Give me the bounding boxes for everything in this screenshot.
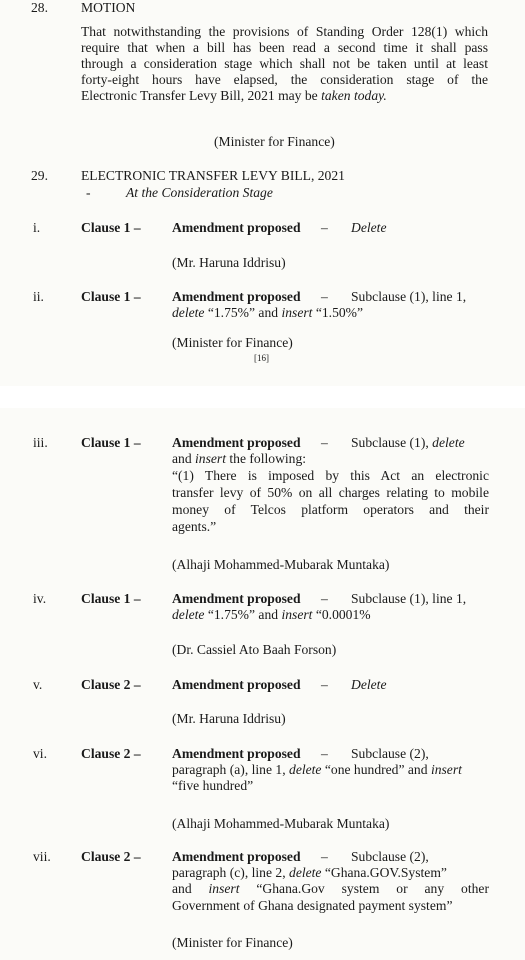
amendment-action: Delete [351, 220, 387, 235]
amendment-number: vii. [33, 849, 51, 864]
amendment-label: Amendment proposed [172, 289, 301, 304]
motion-number: 28. [31, 0, 48, 15]
amendment-number: ii. [33, 289, 44, 304]
bill-number: 29. [31, 168, 48, 183]
amendment-label: Amendment proposed [172, 435, 301, 450]
amendment-text: delete “1.75%” and insert “0.0001% [172, 607, 371, 622]
amendment-mover: (Mr. Haruna Iddrisu) [172, 711, 286, 726]
amendment-number: iv. [33, 591, 47, 606]
amendment-label: Amendment proposed [172, 746, 301, 761]
amendment-dash: – [321, 435, 328, 450]
amendment-target: Subclause (1), line 1, [351, 591, 467, 606]
amendment-number: vi. [33, 746, 47, 761]
amendment-text: and insert “Ghana.Gov system or any other [172, 881, 489, 896]
amendment-dash: – [321, 220, 328, 235]
amendment-text: and insert the following: [172, 451, 307, 466]
amendment-mover: (Minister for Finance) [172, 335, 293, 350]
amendment-label: Amendment proposed [172, 220, 301, 235]
amendment-clause: Clause 1 – [81, 591, 141, 606]
page-number: [16] [254, 353, 269, 363]
amendment-label: Amendment proposed [172, 677, 301, 692]
stage-dash: - [86, 185, 91, 200]
motion-mover: (Minister for Finance) [214, 134, 335, 149]
amendment-dash: – [321, 289, 328, 304]
amendment-number: v. [33, 677, 43, 692]
amendment-quote-line: “(1) There is imposed by this Act an electronic [172, 468, 489, 483]
motion-title: MOTION [81, 0, 136, 15]
page-gap [0, 386, 525, 408]
bill-title: ELECTRONIC TRANSFER LEVY BILL, 2021 [81, 168, 345, 183]
amendment-clause: Clause 1 – [81, 289, 141, 304]
motion-text-line: require that when a bill has been read a second time it shall pass [81, 40, 488, 55]
amendment-text: Government of Ghana designated payment system” [172, 898, 453, 913]
amendment-target: Subclause (1), line 1, [351, 289, 467, 304]
motion-text-last-line: Electronic Transfer Levy Bill, 2021 may be taken today. [81, 88, 387, 103]
amendment-mover: (Alhaji Mohammed-Mubarak Muntaka) [172, 557, 390, 572]
amendment-clause: Clause 2 – [81, 746, 141, 761]
amendment-mover: (Minister for Finance) [172, 935, 293, 950]
amendment-target: Subclause (2), [351, 849, 429, 864]
amendment-text: delete “1.75%” and insert “1.50%” [172, 305, 364, 320]
amendment-clause: Clause 2 – [81, 677, 141, 692]
motion-text-line: through a consideration stage which shall not be taken until at least [81, 56, 488, 71]
amendment-dash: – [321, 746, 328, 761]
amendment-dash: – [321, 677, 328, 692]
amendment-number: i. [33, 220, 41, 235]
amendment-dash: – [321, 591, 328, 606]
amendment-label: Amendment proposed [172, 591, 301, 606]
amendment-quote-line: money of Telcos platform operators and their [172, 502, 489, 517]
amendment-action: Delete [351, 677, 387, 692]
amendment-quote-line: agents.” [172, 519, 217, 534]
amendment-mover: (Mr. Haruna Iddrisu) [172, 255, 286, 270]
amendment-clause: Clause 2 – [81, 849, 141, 864]
order-paper-page-lower [0, 408, 525, 960]
amendment-clause: Clause 1 – [81, 220, 141, 235]
amendment-text: paragraph (a), line 1, delete “one hundred” and insert [172, 762, 462, 777]
motion-text-line: That notwithstanding the provisions of Standing Order 128(1) which [81, 24, 488, 39]
amendment-text: “five hundred” [172, 778, 254, 793]
motion-text-line: forty-eight hours have elapsed, the consideration stage of the [81, 72, 488, 87]
motion-text-italic: taken today. [321, 88, 387, 103]
order-paper-page-upper [0, 0, 525, 386]
amendment-quote-line: transfer levy of 50% on all charges relating to mobile [172, 485, 489, 500]
amendment-dash: – [321, 849, 328, 864]
amendment-clause: Clause 1 – [81, 435, 141, 450]
amendment-text: paragraph (c), line 2, delete “Ghana.GOV.System” [172, 865, 447, 880]
amendment-target: Subclause (1), delete [351, 435, 465, 450]
amendment-mover: (Alhaji Mohammed-Mubarak Muntaka) [172, 816, 390, 831]
amendment-number: iii. [33, 435, 48, 450]
amendment-mover: (Dr. Cassiel Ato Baah Forson) [172, 642, 337, 657]
amendment-label: Amendment proposed [172, 849, 301, 864]
amendment-target: Subclause (2), [351, 746, 429, 761]
bill-stage: At the Consideration Stage [126, 185, 273, 200]
